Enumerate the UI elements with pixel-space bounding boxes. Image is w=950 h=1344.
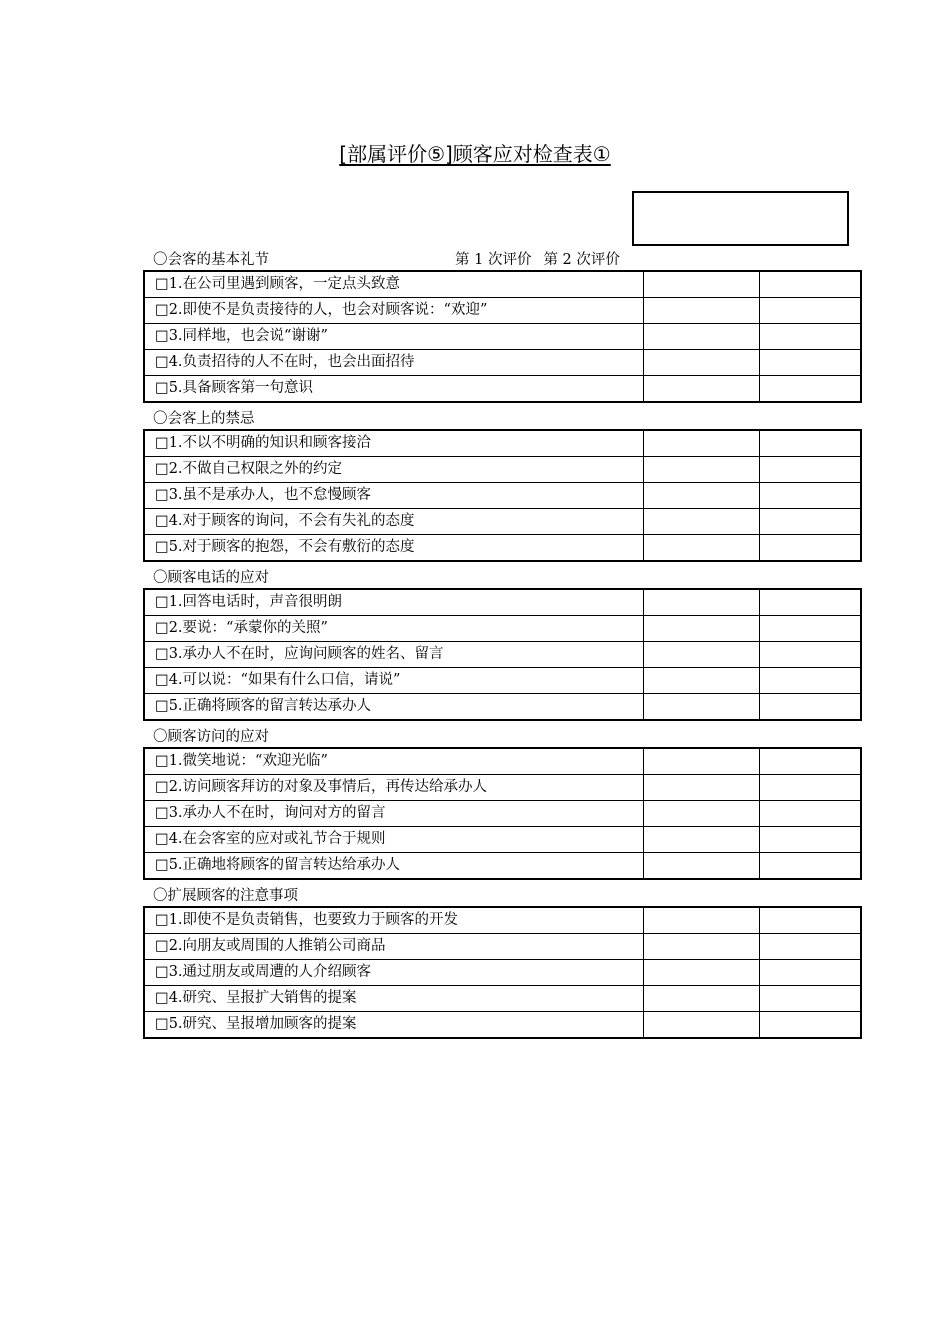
eval-1-cell[interactable] <box>644 430 760 457</box>
table-row <box>144 616 861 642</box>
eval-2-cell[interactable] <box>760 642 862 668</box>
table-row <box>144 801 861 827</box>
section-label: 〇会客上的禁忌 <box>153 411 255 427</box>
eval-1-cell[interactable] <box>644 775 760 801</box>
table-row <box>144 430 861 457</box>
eval-column-labels <box>455 250 620 270</box>
eval-1-cell[interactable] <box>644 642 760 668</box>
table-row <box>144 589 861 616</box>
table-row <box>144 376 861 403</box>
checklist-table <box>143 906 862 1039</box>
table-row <box>144 986 861 1012</box>
checklist-item: □1.即使不是负责销售，也要致力于顾客的开发 <box>144 907 644 934</box>
eval-2-label: 第 2 次评价 <box>543 252 620 268</box>
checklist-table <box>143 747 862 880</box>
section-label: 〇顾客访问的应对 <box>153 729 269 745</box>
checklist-table <box>143 429 862 562</box>
eval-2-cell[interactable] <box>760 430 862 457</box>
checklist-sections <box>143 250 848 1045</box>
checklist-item: □3.通过朋友或周遭的人介绍顾客 <box>144 960 644 986</box>
checklist-item: □5.研究、呈报增加顾客的提案 <box>144 1012 644 1039</box>
section-header <box>143 886 848 906</box>
eval-1-cell[interactable] <box>644 960 760 986</box>
table-row <box>144 748 861 775</box>
checklist-item: □5.对于顾客的抱怨，不会有敷衍的态度 <box>144 535 644 562</box>
eval-1-cell[interactable] <box>644 589 760 616</box>
table-row <box>144 457 861 483</box>
table-row <box>144 934 861 960</box>
table-row <box>144 827 861 853</box>
eval-1-cell[interactable] <box>644 509 760 535</box>
table-row <box>144 668 861 694</box>
section-header <box>143 250 848 270</box>
table-row <box>144 960 861 986</box>
checklist-item: □4.负责招待的人不在时，也会出面招待 <box>144 350 644 376</box>
checklist-item: □1.微笑地说：“欢迎光临” <box>144 748 644 775</box>
eval-2-cell[interactable] <box>760 324 862 350</box>
checklist-item: □5.正确地将顾客的留言转达给承办人 <box>144 853 644 880</box>
checklist-table <box>143 270 862 403</box>
eval-2-cell[interactable] <box>760 483 862 509</box>
table-row <box>144 271 861 298</box>
eval-1-cell[interactable] <box>644 907 760 934</box>
page-title-text: [部属评价⑤]顾客应对检查表① <box>339 142 611 166</box>
eval-2-cell[interactable] <box>760 934 862 960</box>
table-row <box>144 642 861 668</box>
eval-2-cell[interactable] <box>760 350 862 376</box>
checklist-item: □5.正确将顾客的留言转达承办人 <box>144 694 644 721</box>
table-row <box>144 509 861 535</box>
section-label: 〇会客的基本礼节 <box>153 252 269 268</box>
eval-2-cell[interactable] <box>760 376 862 403</box>
table-row <box>144 1012 861 1039</box>
checklist-item: □2.不做自己权限之外的约定 <box>144 457 644 483</box>
eval-2-cell[interactable] <box>760 457 862 483</box>
eval-1-cell[interactable] <box>644 535 760 562</box>
checklist-item: □1.在公司里遇到顾客，一定点头致意 <box>144 271 644 298</box>
eval-2-cell[interactable] <box>760 775 862 801</box>
eval-1-cell[interactable] <box>644 376 760 403</box>
table-row <box>144 907 861 934</box>
eval-1-cell[interactable] <box>644 271 760 298</box>
table-row <box>144 853 861 880</box>
checklist-item: □2.访问顾客拜访的对象及事情后，再传达给承办人 <box>144 775 644 801</box>
eval-1-cell[interactable] <box>644 324 760 350</box>
eval-1-cell[interactable] <box>644 616 760 642</box>
table-row <box>144 298 861 324</box>
section-label: 〇顾客电话的应对 <box>153 570 269 586</box>
table-row <box>144 775 861 801</box>
eval-2-cell[interactable] <box>760 986 862 1012</box>
checklist-item: □4.研究、呈报扩大销售的提案 <box>144 986 644 1012</box>
section-label: 〇扩展顾客的注意事项 <box>153 888 298 904</box>
eval-2-cell[interactable] <box>760 853 862 880</box>
section-header <box>143 727 848 747</box>
eval-1-cell[interactable] <box>644 483 760 509</box>
checklist-item: □2.向朋友或周围的人推销公司商品 <box>144 934 644 960</box>
eval-2-cell[interactable] <box>760 1012 862 1039</box>
eval-1-cell[interactable] <box>644 350 760 376</box>
checklist-item: □3.虽不是承办人，也不怠慢顾客 <box>144 483 644 509</box>
table-row <box>144 694 861 721</box>
eval-2-cell[interactable] <box>760 827 862 853</box>
section-header <box>143 409 848 429</box>
checklist-item: □4.可以说：“如果有什么口信，请说” <box>144 668 644 694</box>
eval-2-cell[interactable] <box>760 960 862 986</box>
checklist-item: □4.对于顾客的询问，不会有失礼的态度 <box>144 509 644 535</box>
checklist-item: □3.承办人不在时，询问对方的留言 <box>144 801 644 827</box>
eval-1-cell[interactable] <box>644 986 760 1012</box>
eval-1-cell[interactable] <box>644 668 760 694</box>
checklist-item: □4.在会客室的应对或礼节合于规则 <box>144 827 644 853</box>
page-title <box>0 140 950 168</box>
eval-2-cell[interactable] <box>760 748 862 775</box>
section-header <box>143 568 848 588</box>
checklist-item: □2.即使不是负责接待的人，也会对顾客说：“欢迎” <box>144 298 644 324</box>
eval-2-cell[interactable] <box>760 907 862 934</box>
eval-2-cell[interactable] <box>760 509 862 535</box>
eval-1-cell[interactable] <box>644 1012 760 1039</box>
checklist-item: □1.回答电话时，声音很明朗 <box>144 589 644 616</box>
stamp-box <box>632 191 849 246</box>
table-row <box>144 324 861 350</box>
eval-2-cell[interactable] <box>760 535 862 562</box>
checklist-item: □1.不以不明确的知识和顾客接洽 <box>144 430 644 457</box>
table-row <box>144 483 861 509</box>
eval-2-cell[interactable] <box>760 589 862 616</box>
eval-2-cell[interactable] <box>760 801 862 827</box>
eval-2-cell[interactable] <box>760 298 862 324</box>
eval-2-cell[interactable] <box>760 694 862 721</box>
eval-1-cell[interactable] <box>644 801 760 827</box>
checklist-item: □3.同样地，也会说“谢谢” <box>144 324 644 350</box>
checklist-item: □2.要说：“承蒙你的关照” <box>144 616 644 642</box>
eval-1-cell[interactable] <box>644 298 760 324</box>
checklist-table <box>143 588 862 721</box>
eval-2-cell[interactable] <box>760 668 862 694</box>
eval-1-label: 第 1 次评价 <box>455 252 532 268</box>
eval-2-cell[interactable] <box>760 271 862 298</box>
eval-2-cell[interactable] <box>760 616 862 642</box>
eval-1-cell[interactable] <box>644 934 760 960</box>
checklist-item: □5.具备顾客第一句意识 <box>144 376 644 403</box>
eval-1-cell[interactable] <box>644 748 760 775</box>
eval-1-cell[interactable] <box>644 853 760 880</box>
table-row <box>144 535 861 562</box>
table-row <box>144 350 861 376</box>
eval-1-cell[interactable] <box>644 827 760 853</box>
eval-1-cell[interactable] <box>644 694 760 721</box>
eval-1-cell[interactable] <box>644 457 760 483</box>
checklist-item: □3.承办人不在时，应询问顾客的姓名、留言 <box>144 642 644 668</box>
